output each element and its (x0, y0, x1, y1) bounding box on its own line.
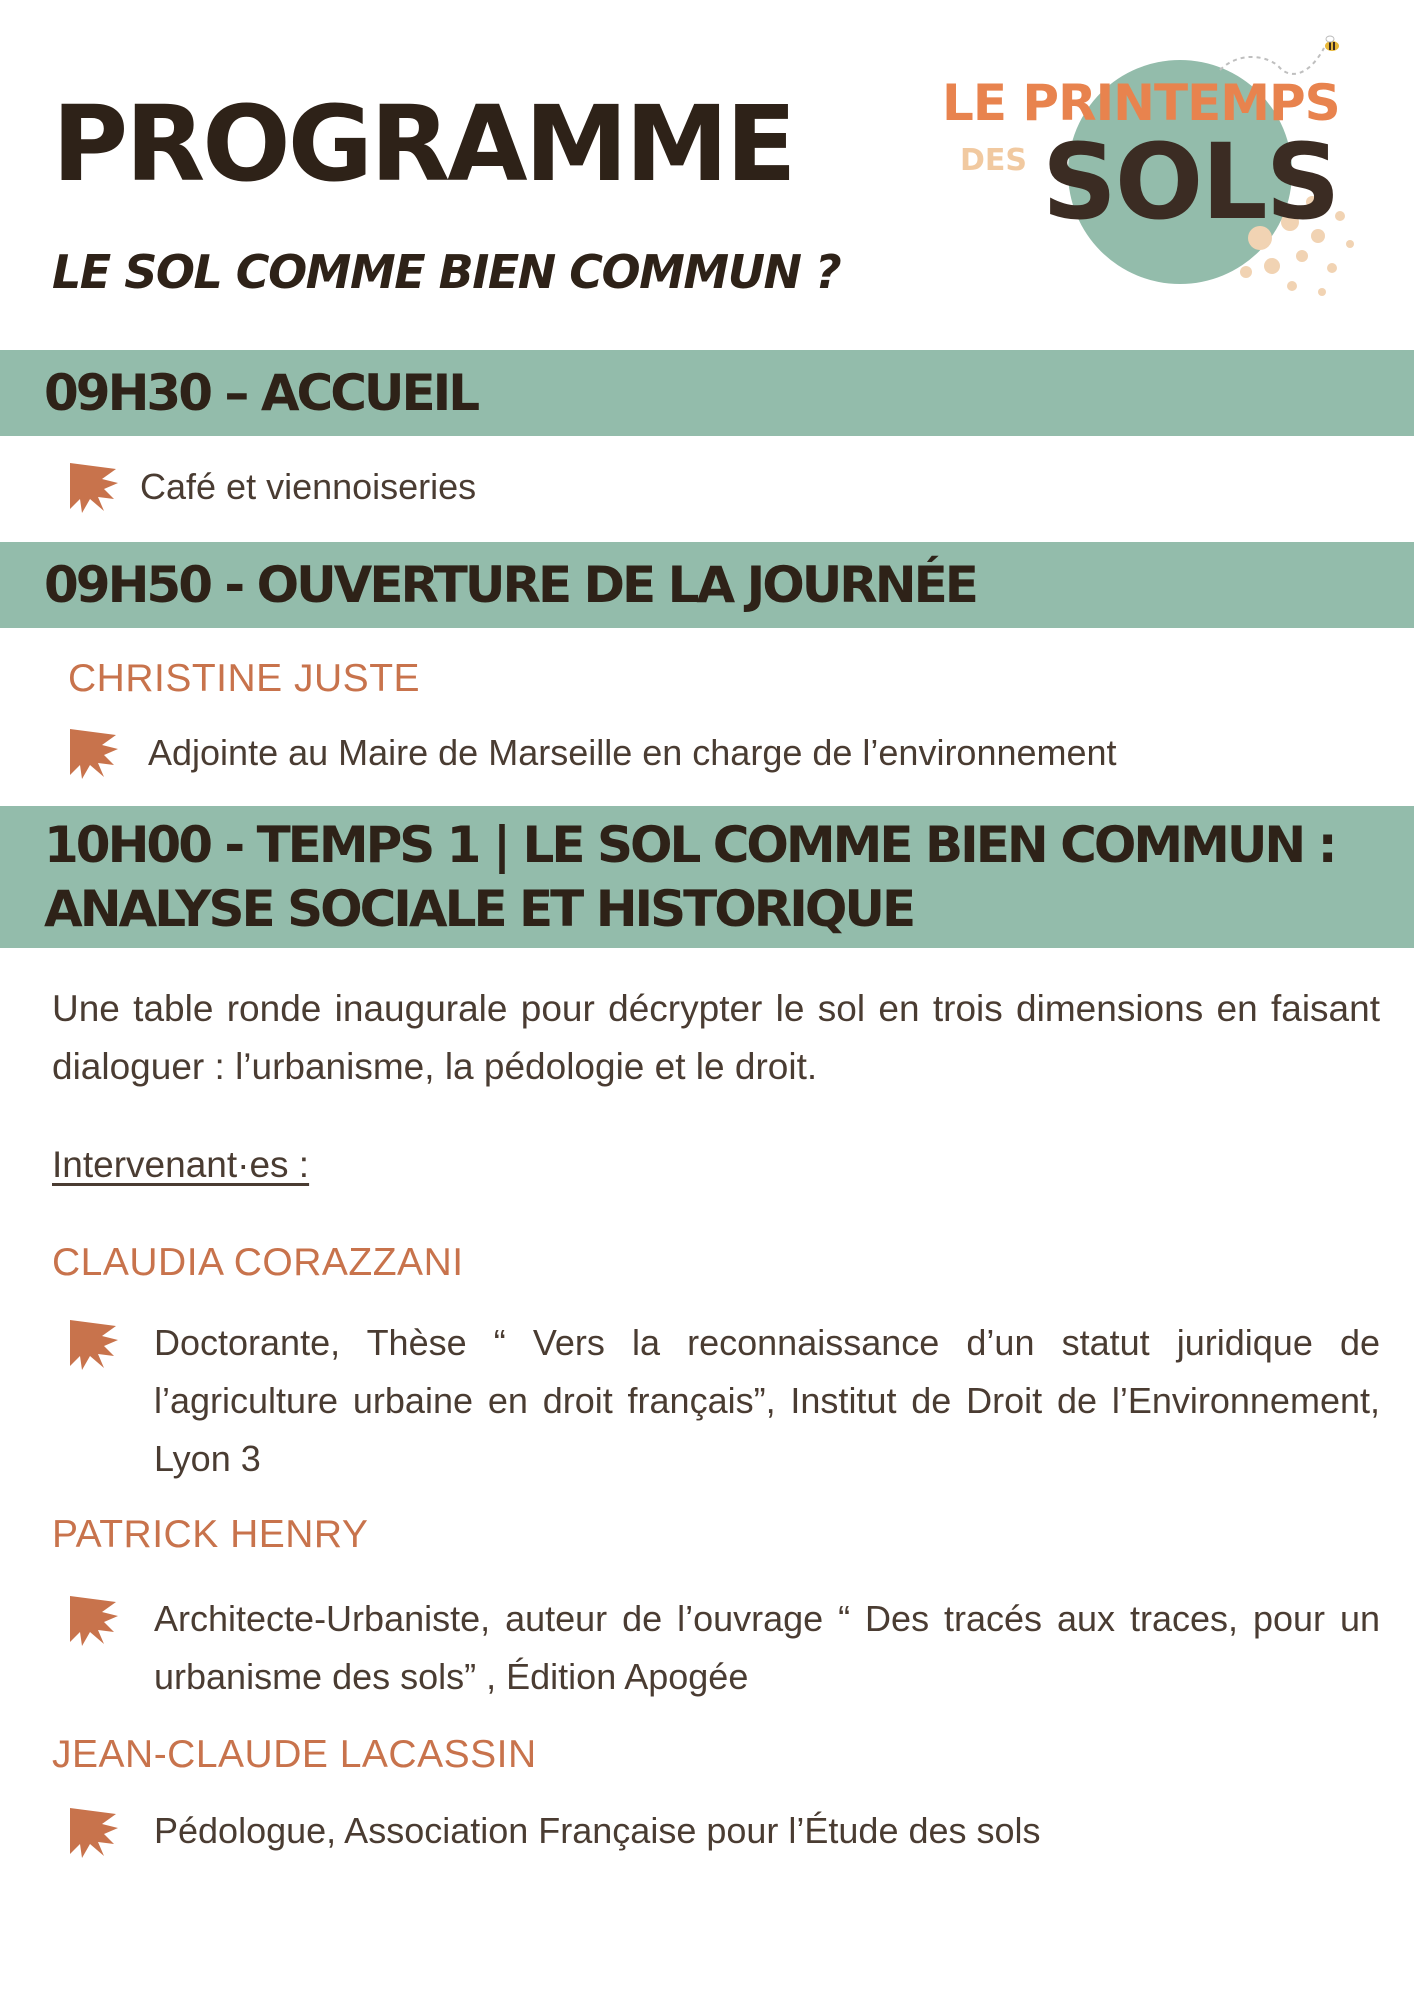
speaker-name: JEAN-CLAUDE LACASSIN (52, 1733, 537, 1776)
maple-leaf-icon (66, 725, 122, 781)
logo-line2-small: DES (960, 143, 1028, 178)
bullet-text: Architecte-Urbaniste, auteur de l’ouvrage “ Des tracés aux traces, pour un urbanisme des sols” , Édition Apogée (154, 1598, 1380, 1697)
section-heading: 09H30 – ACCUEIL (44, 364, 478, 422)
maple-leaf-icon (66, 1804, 122, 1860)
bullet-item (66, 1314, 1380, 1488)
page-subtitle: LE SOL COMME BIEN COMMUN ? (52, 245, 841, 299)
section-heading: 09H50 - OUVERTURE DE LA JOURNÉE (44, 556, 976, 614)
maple-leaf-icon (66, 459, 122, 515)
maple-leaf-icon (66, 1592, 122, 1648)
bullet-text: Doctorante, Thèse “ Vers la reconnaissance d’un statut juridique de l’agriculture urbaine en droit français”, Institut de Droit de l’Environnement, Lyon 3 (154, 1322, 1380, 1479)
section-band-ouverture (0, 542, 1414, 628)
section-band-temps1 (0, 806, 1414, 948)
bullet-item (66, 724, 1117, 782)
logo-graphic (920, 30, 1400, 320)
bullet-item (66, 1590, 1380, 1706)
bullet-item (66, 458, 476, 516)
section-heading-line1: 10H00 - TEMPS 1 | LE SOL COMME BIEN COMMUN : (44, 816, 1335, 874)
speakers-label: Intervenant·es : (52, 1144, 310, 1185)
section-heading-line2: ANALYSE SOCIALE ET HISTORIQUE (44, 880, 914, 938)
speaker-name: CLAUDIA CORAZZANI (52, 1241, 464, 1284)
section-heading (44, 813, 1335, 941)
bullet-text: Café et viennoiseries (140, 466, 477, 507)
bee-icon (1325, 36, 1339, 51)
page-title: PROGRAMME (52, 83, 794, 205)
maple-leaf-icon (66, 1316, 122, 1372)
bullet-text: Adjointe au Maire de Marseille en charge de l’environnement (148, 732, 1117, 773)
intro-paragraph: Une table ronde inaugurale pour décrypter le sol en trois dimensions en faisant dialoguer : l’urbanisme, la pédologie et le droit. (52, 988, 1380, 1087)
bullet-text: Pédologue, Association Française pour l’Étude des sols (154, 1810, 1041, 1851)
logo-line2-big: SOLS (1042, 121, 1339, 243)
logo (920, 30, 1400, 320)
bullet-item (66, 1802, 1380, 1860)
section-band-accueil (0, 350, 1414, 436)
logo-line1: LE PRINTEMPS (942, 74, 1340, 132)
speaker-name: PATRICK HENRY (52, 1513, 369, 1556)
speaker-name: CHRISTINE JUSTE (68, 657, 421, 700)
